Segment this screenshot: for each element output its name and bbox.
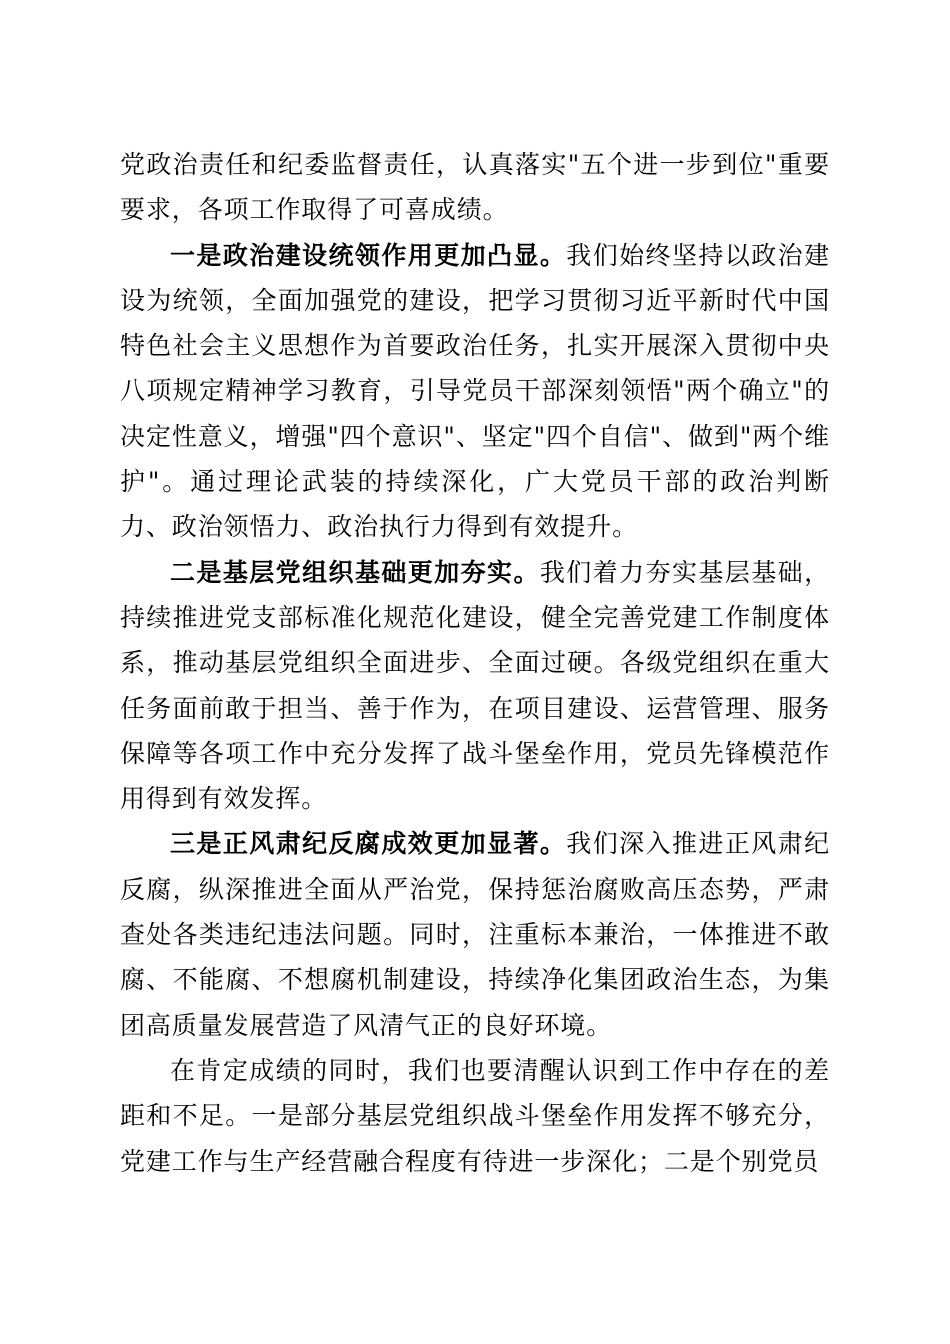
paragraph-5	[120, 1048, 830, 1184]
paragraph-4	[120, 821, 830, 1047]
document-body	[120, 142, 830, 1184]
paragraph-3	[120, 550, 830, 822]
paragraph-text: 我们始终坚持以政治建设为统领，全面加强党的建设，把学习贯彻习近平新时代中国特色社会主义思想作为首要政治任务，扎实开展深入贯彻中央八项规定精神学习教育，引导党员干部深刻领悟"两个确立"的决定性意义，增强"四个意识"、坚定"四个自信"、做到"两个维护"。通过理论武装的持续深化，广大党员干部的政治判断力、政治领悟力、政治执行力得到有效提升。	[120, 240, 830, 542]
paragraph-text: 党政治责任和纪委监督责任，认真落实"五个进一步到位"重要要求，各项工作取得了可喜成绩。	[120, 150, 830, 225]
paragraph-lead: 一是政治建设统领作用更加凸显。	[170, 240, 567, 270]
paragraph-text: 在肯定成绩的同时，我们也要清醒认识到工作中存在的差距和不足。一是部分基层党组织战斗堡垒作用发挥不够充分，党建工作与生产经营融合程度有待进一步深化；二是个别党员	[120, 1055, 830, 1176]
paragraph-2	[120, 233, 830, 550]
paragraph-1	[120, 142, 830, 233]
paragraph-lead: 二是基层党组织基础更加夯实。	[170, 557, 540, 587]
paragraph-lead: 三是正风肃纪反腐成效更加显著。	[170, 829, 567, 859]
paragraph-text: 我们深入推进正风肃纪反腐，纵深推进全面从严治党，保持惩治腐败高压态势，严肃查处各类违纪违法问题。同时，注重标本兼治，一体推进不敢腐、不能腐、不想腐机制建设，持续净化集团政治生态，为集团高质量发展营造了风清气正的良好环境。	[120, 829, 830, 1040]
paragraph-text: 我们着力夯实基层基础，持续推进党支部标准化规范化建设，健全完善党建工作制度体系，推动基层党组织全面进步、全面过硬。各级党组织在重大任务面前敢于担当、善于作为，在项目建设、运营管理、服务保障等各项工作中充分发挥了战斗堡垒作用，党员先锋模范作用得到有效发挥。	[120, 557, 830, 814]
